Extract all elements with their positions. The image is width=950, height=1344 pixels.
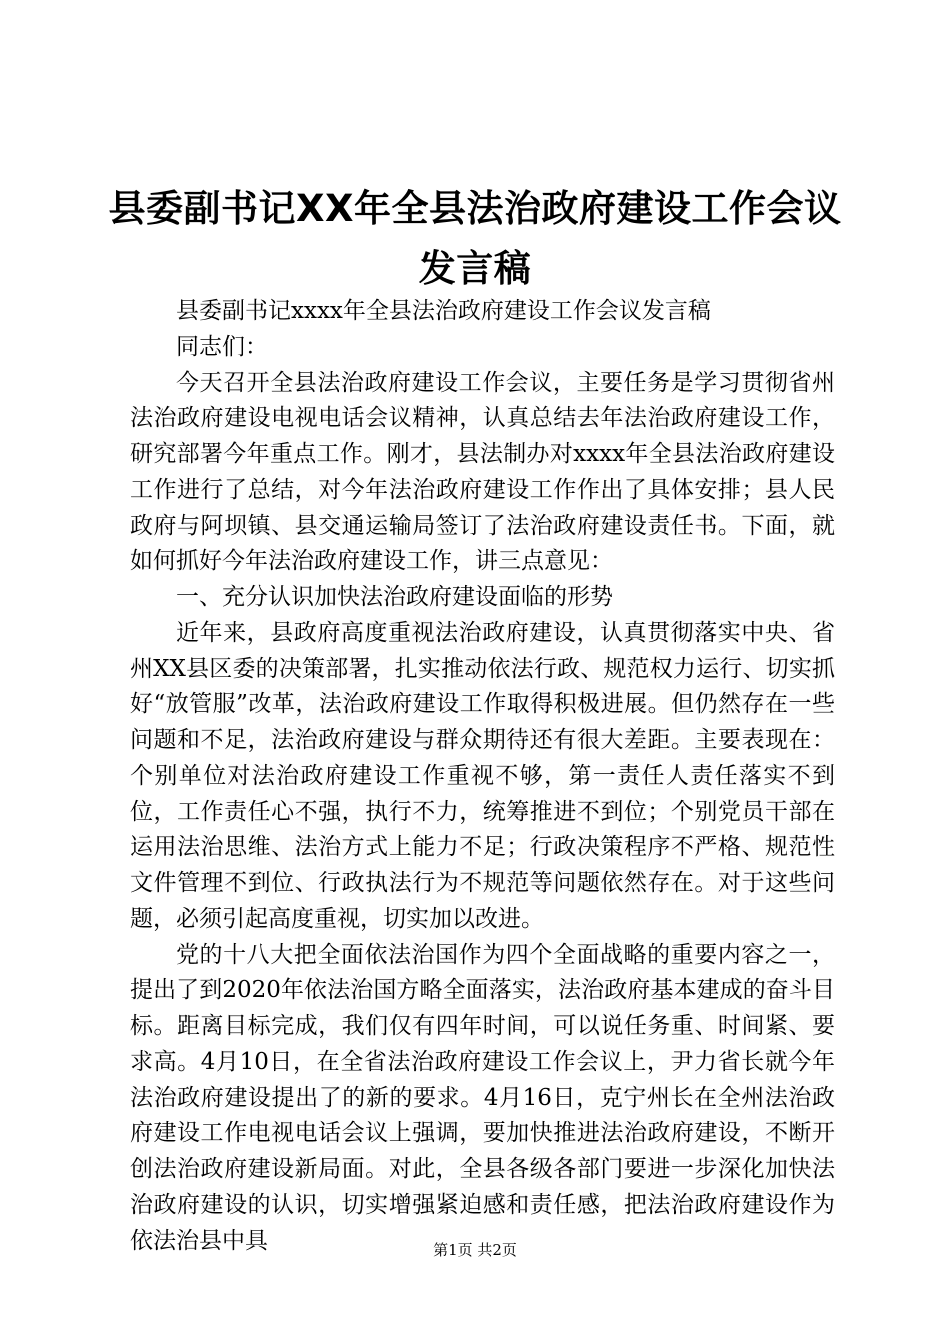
salutation-paragraph: 同志们：	[176, 333, 268, 360]
page-number-footer: 第1页 共2页	[433, 1241, 517, 1259]
body-paragraph: 今天召开全县法治政府建设工作会议，主要任务是学习贯彻省州法治政府建设电视电话会议精神，认真总结去年法治政府建设工作，研究部署今年重点工作。刚才，县法制办对xxxx年全县法治政府建设工作进行了总结，对今年法治政府建设工作作出了具体安排；县人民政府与阿坝镇、县交通运输局签订了法治政府建设责任书。下面，就如何抓好今年法治政府建设工作，讲三点意见：	[130, 369, 835, 575]
document-title-line-2: 发言稿	[418, 247, 532, 290]
body-paragraph: 党的十八大把全面依法治国作为四个全面战略的重要内容之一，提出了到2020年依法治国方略全面落实，法治政府基本建成的奋斗目标。距离目标完成，我们仅有四年时间，可以说任务重、时间紧、要求高。4月10日，在全省法治政府建设工作会议上，尹力省长就今年法治政府建设提出了的新的要求。4月16日，克宁州长在全州法治政府建设工作电视电话会议上强调，要加快推进法治政府建设，不断开创法治政府建设新局面。对此，全县各级各部门要进一步深化加快法治政府建设的认识，切实增强紧迫感和责任感，把法治政府建设作为依法治县中具	[130, 941, 835, 1254]
section-heading: 一、充分认识加快法治政府建设面临的形势	[176, 584, 613, 610]
body-paragraph: 近年来，县政府高度重视法治政府建设，认真贯彻落实中央、省州XX县区委的决策部署，扎实推动依法行政、规范权力运行、切实抓好“放管服”改革，法治政府建设工作取得积极进展。但仍然存在一些问题和不足，法治政府建设与群众期待还有很大差距。主要表现在：个别单位对法治政府建设工作重视不够，第一责任人责任落实不到位，工作责任心不强，执行不力，统筹推进不到位；个别党员干部在运用法治思维、法治方式上能力不足；行政决策程序不严格、规范性文件管理不到位、行政执法行为不规范等问题依然存在。对于这些问题，必须引起高度重视，切实加以改进。	[130, 619, 835, 932]
document-title-line-1: 县委副书记XX年全县法治政府建设工作会议	[108, 187, 842, 230]
subtitle-paragraph: 县委副书记xxxx年全县法治政府建设工作会议发言稿	[176, 298, 711, 324]
document-body	[130, 294, 835, 1259]
